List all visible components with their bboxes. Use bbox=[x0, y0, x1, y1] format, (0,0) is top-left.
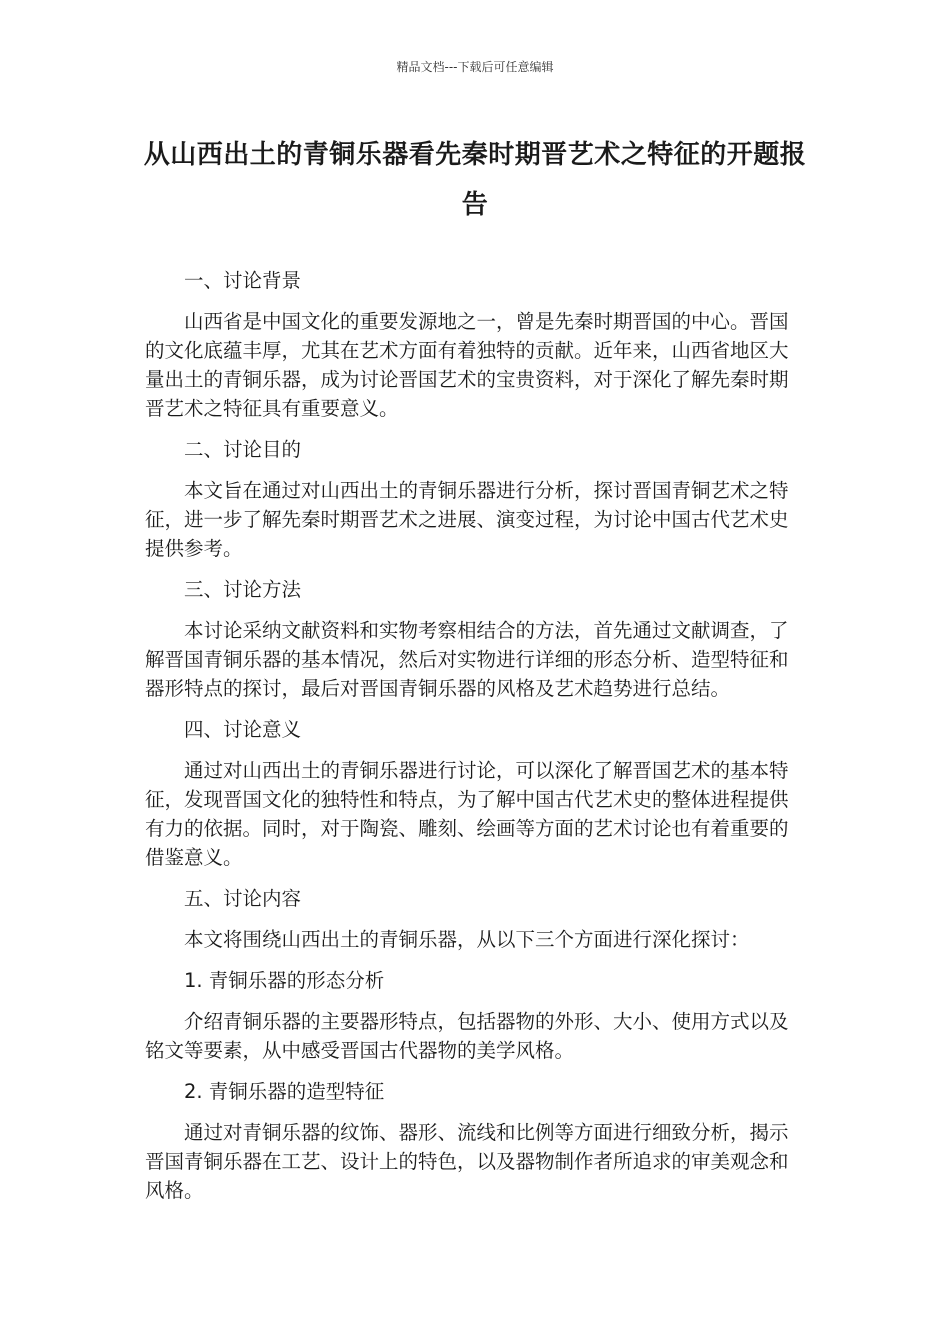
section-heading: 四、讨论意义 bbox=[184, 718, 302, 741]
section-heading: 三、讨论方法 bbox=[184, 578, 302, 601]
subsection-paragraph: 介绍青铜乐器的主要器形特点，包括器物的外形、大小、使用方式以及铭文等要素，从中感受晋国古代器物的美学风格。 bbox=[145, 1010, 789, 1062]
section-paragraph: 本文将围绕山西出土的青铜乐器，从以下三个方面进行深化探讨： bbox=[184, 928, 750, 951]
section-heading: 五、讨论内容 bbox=[184, 887, 302, 910]
section-heading: 二、讨论目的 bbox=[184, 438, 302, 461]
section-paragraph: 本文旨在通过对山西出土的青铜乐器进行分析，探讨晋国青铜艺术之特征，进一步了解先秦时期晋艺术之进展、演变过程，为讨论中国古代艺术史提供参考。 bbox=[145, 479, 789, 560]
section-paragraph: 通过对山西出土的青铜乐器进行讨论，可以深化了解晋国艺术的基本特征，发现晋国文化的独特性和特点，为了解中国古代艺术史的整体进程提供有力的依据。同时，对于陶瓷、雕刻、绘画等方面的艺术讨论也有着重要的借鉴意义。 bbox=[145, 759, 789, 869]
document-title: 从山西出土的青铜乐器看先秦时期晋艺术之特征的开题报告 bbox=[143, 140, 807, 220]
document-body bbox=[145, 266, 795, 1217]
section-paragraph: 山西省是中国文化的重要发源地之一，曾是先秦时期晋国的中心。晋国的文化底蕴丰厚，尤其在艺术方面有着独特的贡献。近年来，山西省地区大量出土的青铜乐器，成为讨论晋国艺术的宝贵资料，对于深化了解先秦时期晋艺术之特征具有重要意义。 bbox=[145, 310, 789, 420]
subsection-heading: 2. 青铜乐器的造型特征 bbox=[184, 1080, 385, 1103]
section-heading: 一、讨论背景 bbox=[184, 269, 302, 292]
page-header: 精品文档---下载后可任意编辑 bbox=[396, 60, 554, 74]
subsection-paragraph: 通过对青铜乐器的纹饰、器形、流线和比例等方面进行细致分析，揭示晋国青铜乐器在工艺、设计上的特色，以及器物制作者所追求的审美观念和风格。 bbox=[145, 1121, 789, 1202]
subsection-heading: 1. 青铜乐器的形态分析 bbox=[184, 969, 385, 992]
section-paragraph: 本讨论采纳文献资料和实物考察相结合的方法，首先通过文献调查，了解晋国青铜乐器的基本情况，然后对实物进行详细的形态分析、造型特征和器形特点的探讨，最后对晋国青铜乐器的风格及艺术趋势进行总结。 bbox=[145, 619, 789, 700]
